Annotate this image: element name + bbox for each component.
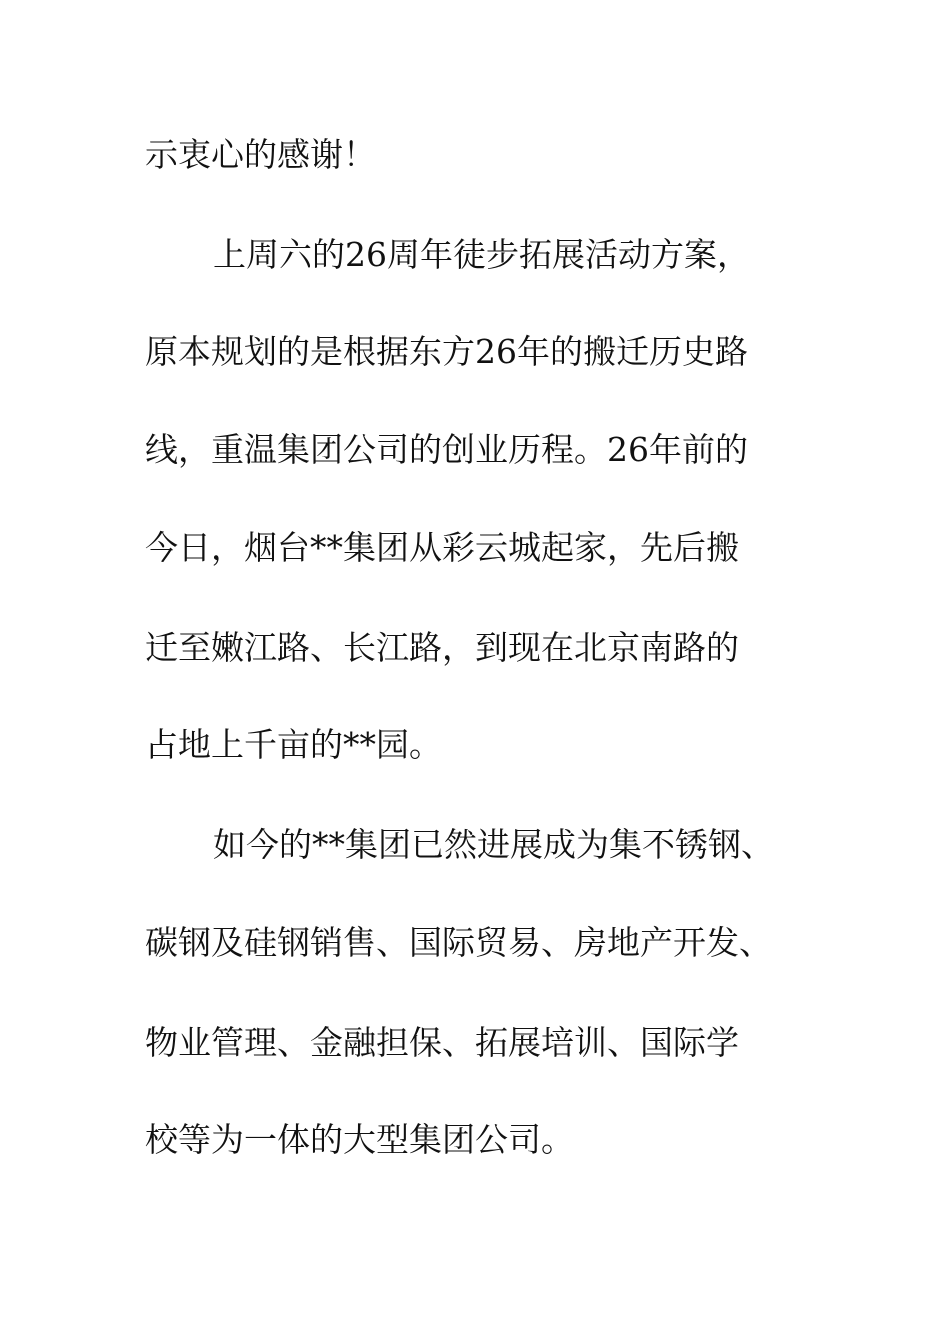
text-line: 原本规划的是根据东方26年的搬迁历史路 xyxy=(145,332,748,371)
paragraph-first-line: 如今的**集团已然进展成为集不锈钢、 xyxy=(213,825,774,864)
text-line: 迁至嫩江路、长江路，到现在北京南路的 xyxy=(145,628,739,667)
text-line: 物业管理、金融担保、拓展培训、国际学 xyxy=(145,1023,739,1062)
paragraph-first-line: 上周六的26周年徒步拓展活动方案， xyxy=(213,235,750,274)
text-line: 线，重温集团公司的创业历程。26年前的 xyxy=(145,430,748,469)
text-line: 今日，烟台**集团从彩云城起家，先后搬 xyxy=(145,528,739,567)
text-line: 碳钢及硅钢销售、国际贸易、房地产开发、 xyxy=(145,923,772,962)
text-line: 校等为一体的大型集团公司。 xyxy=(145,1120,574,1159)
text-line: 示衷心的感谢！ xyxy=(145,135,376,174)
text-line: 占地上千亩的**园。 xyxy=(145,725,442,764)
